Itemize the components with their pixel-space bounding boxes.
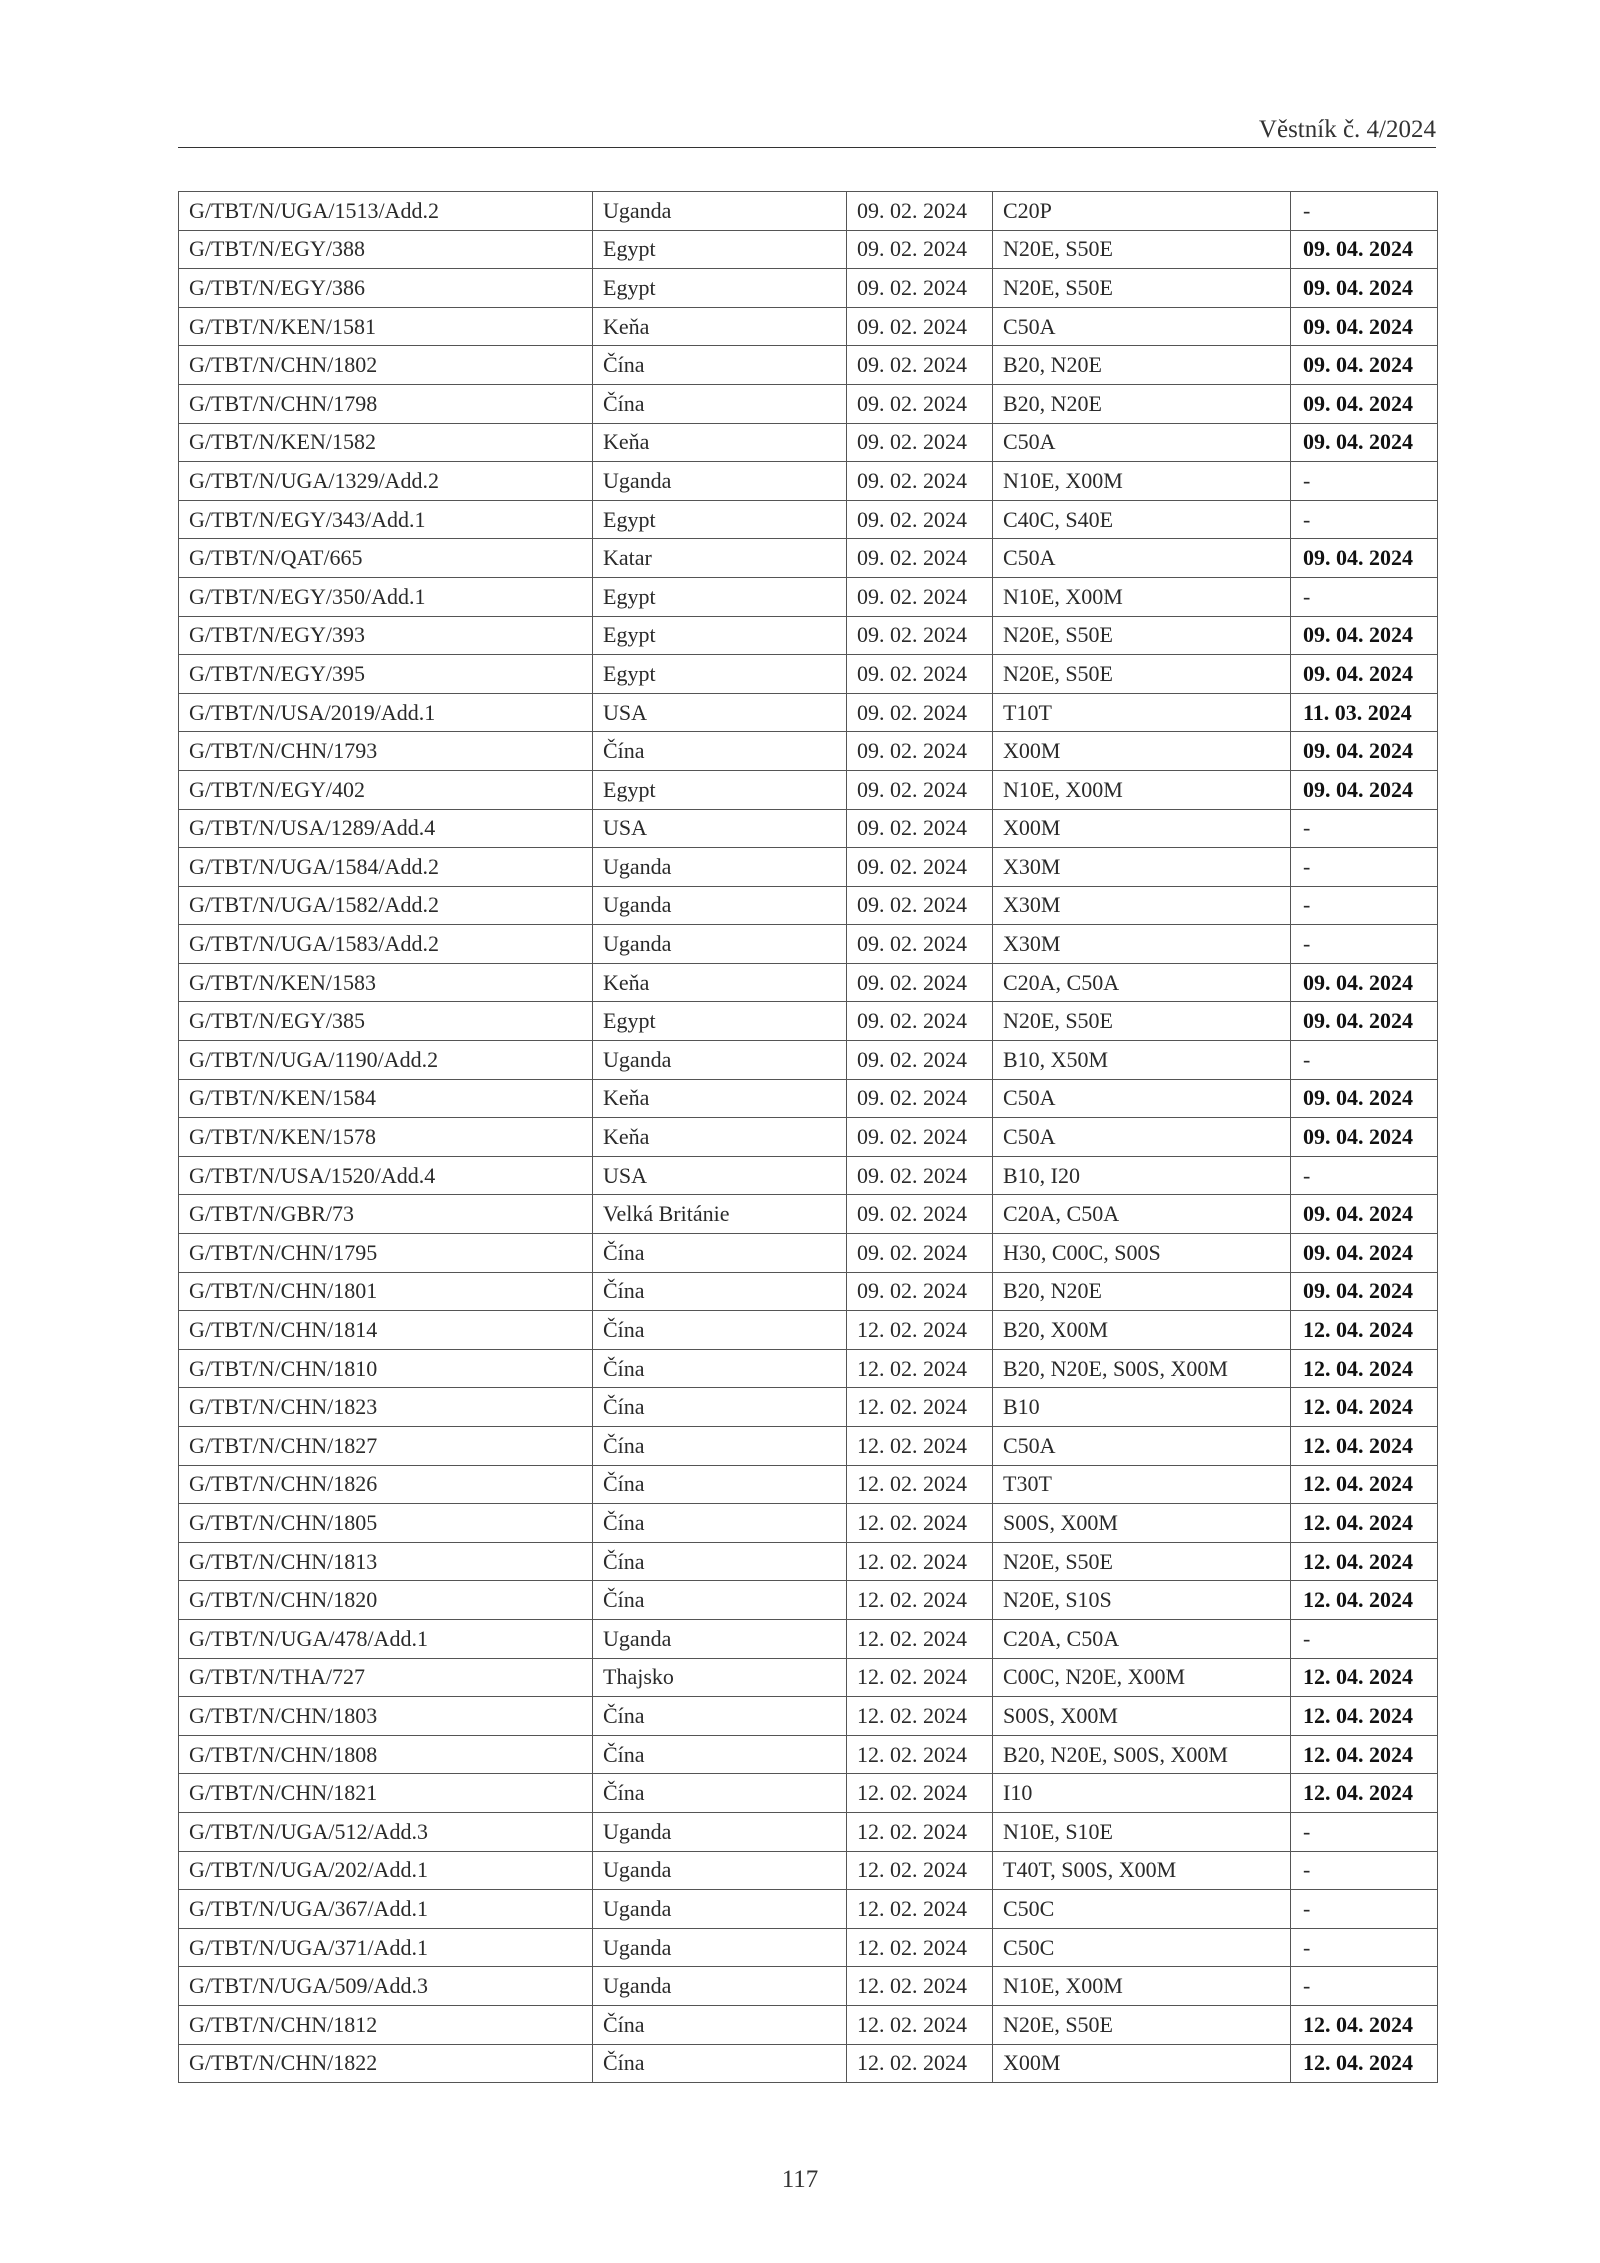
country-cell: Keňa [593, 423, 847, 462]
country-cell: USA [593, 1156, 847, 1195]
notification-code-cell: G/TBT/N/CHN/1821 [179, 1774, 593, 1813]
date-cell: 09. 02. 2024 [847, 655, 993, 694]
date-cell: 09. 02. 2024 [847, 732, 993, 771]
deadline-cell: 09. 04. 2024 [1291, 269, 1438, 308]
classification-cell: N20E, S50E [993, 230, 1291, 269]
country-cell: Uganda [593, 1812, 847, 1851]
date-cell: 12. 02. 2024 [847, 1890, 993, 1929]
country-cell: Egypt [593, 655, 847, 694]
classification-cell: T40T, S00S, X00M [993, 1851, 1291, 1890]
deadline-cell: 12. 04. 2024 [1291, 1427, 1438, 1466]
notification-code-cell: G/TBT/N/CHN/1798 [179, 384, 593, 423]
deadline-cell: - [1291, 809, 1438, 848]
date-cell: 12. 02. 2024 [847, 1851, 993, 1890]
table-row [179, 1427, 1438, 1466]
date-cell: 12. 02. 2024 [847, 2044, 993, 2083]
notification-code-cell: G/TBT/N/USA/2019/Add.1 [179, 693, 593, 732]
classification-cell: N10E, X00M [993, 1967, 1291, 2006]
country-cell: Čína [593, 1427, 847, 1466]
date-cell: 12. 02. 2024 [847, 1735, 993, 1774]
country-cell: Egypt [593, 269, 847, 308]
table-row [179, 770, 1438, 809]
date-cell: 09. 02. 2024 [847, 192, 993, 231]
deadline-cell: 12. 04. 2024 [1291, 1542, 1438, 1581]
table-row [179, 1118, 1438, 1157]
date-cell: 09. 02. 2024 [847, 963, 993, 1002]
classification-cell: N10E, S10E [993, 1812, 1291, 1851]
notification-code-cell: G/TBT/N/THA/727 [179, 1658, 593, 1697]
date-cell: 12. 02. 2024 [847, 1619, 993, 1658]
date-cell: 09. 02. 2024 [847, 886, 993, 925]
deadline-cell: 09. 04. 2024 [1291, 1272, 1438, 1311]
deadline-cell: 12. 04. 2024 [1291, 2005, 1438, 2044]
country-cell: Uganda [593, 1619, 847, 1658]
classification-cell: T30T [993, 1465, 1291, 1504]
classification-cell: H30, C00C, S00S [993, 1234, 1291, 1273]
deadline-cell: - [1291, 1812, 1438, 1851]
country-cell: Keňa [593, 1118, 847, 1157]
date-cell: 12. 02. 2024 [847, 1967, 993, 2006]
date-cell: 12. 02. 2024 [847, 1311, 993, 1350]
notification-code-cell: G/TBT/N/CHN/1827 [179, 1427, 593, 1466]
notification-code-cell: G/TBT/N/EGY/385 [179, 1002, 593, 1041]
notification-code-cell: G/TBT/N/CHN/1814 [179, 1311, 593, 1350]
classification-cell: N20E, S50E [993, 269, 1291, 308]
classification-cell: C20A, C50A [993, 1195, 1291, 1234]
date-cell: 09. 02. 2024 [847, 1118, 993, 1157]
deadline-cell: 12. 04. 2024 [1291, 1349, 1438, 1388]
table-row [179, 1735, 1438, 1774]
table-row [179, 1967, 1438, 2006]
deadline-cell: 12. 04. 2024 [1291, 1735, 1438, 1774]
deadline-cell: - [1291, 1041, 1438, 1080]
date-cell: 09. 02. 2024 [847, 1234, 993, 1273]
country-cell: Čína [593, 2044, 847, 2083]
notification-code-cell: G/TBT/N/EGY/343/Add.1 [179, 500, 593, 539]
table-row [179, 346, 1438, 385]
table-row [179, 1581, 1438, 1620]
country-cell: USA [593, 693, 847, 732]
table-row [179, 1504, 1438, 1543]
country-cell: Čína [593, 1581, 847, 1620]
date-cell: 09. 02. 2024 [847, 1272, 993, 1311]
classification-cell: N10E, X00M [993, 770, 1291, 809]
date-cell: 12. 02. 2024 [847, 1928, 993, 1967]
date-cell: 12. 02. 2024 [847, 1697, 993, 1736]
date-cell: 12. 02. 2024 [847, 1427, 993, 1466]
notification-code-cell: G/TBT/N/UGA/1190/Add.2 [179, 1041, 593, 1080]
country-cell: Keňa [593, 963, 847, 1002]
page-header: Věstník č. 4/2024 [178, 112, 1436, 148]
table-row [179, 1542, 1438, 1581]
notification-code-cell: G/TBT/N/KEN/1584 [179, 1079, 593, 1118]
table-row [179, 2044, 1438, 2083]
notification-code-cell: G/TBT/N/CHN/1812 [179, 2005, 593, 2044]
deadline-cell: 09. 04. 2024 [1291, 1234, 1438, 1273]
deadline-cell: - [1291, 192, 1438, 231]
classification-cell: B10, X50M [993, 1041, 1291, 1080]
classification-cell: C50A [993, 307, 1291, 346]
notification-code-cell: G/TBT/N/UGA/1584/Add.2 [179, 848, 593, 887]
date-cell: 09. 02. 2024 [847, 925, 993, 964]
notification-code-cell: G/TBT/N/KEN/1583 [179, 963, 593, 1002]
table-row [179, 693, 1438, 732]
country-cell: Uganda [593, 1967, 847, 2006]
classification-cell: C40C, S40E [993, 500, 1291, 539]
date-cell: 12. 02. 2024 [847, 2005, 993, 2044]
deadline-cell: 09. 04. 2024 [1291, 1195, 1438, 1234]
notification-code-cell: G/TBT/N/CHN/1826 [179, 1465, 593, 1504]
notification-code-cell: G/TBT/N/UGA/202/Add.1 [179, 1851, 593, 1890]
deadline-cell: 12. 04. 2024 [1291, 1774, 1438, 1813]
date-cell: 09. 02. 2024 [847, 346, 993, 385]
country-cell: Čína [593, 1774, 847, 1813]
date-cell: 12. 02. 2024 [847, 1388, 993, 1427]
table-row [179, 307, 1438, 346]
notification-code-cell: G/TBT/N/CHN/1808 [179, 1735, 593, 1774]
table-row [179, 423, 1438, 462]
country-cell: Uganda [593, 848, 847, 887]
country-cell: Uganda [593, 925, 847, 964]
classification-cell: X00M [993, 732, 1291, 771]
classification-cell: N20E, S50E [993, 655, 1291, 694]
table-row [179, 1156, 1438, 1195]
notification-code-cell: G/TBT/N/CHN/1793 [179, 732, 593, 771]
notification-code-cell: G/TBT/N/USA/1289/Add.4 [179, 809, 593, 848]
classification-cell: I10 [993, 1774, 1291, 1813]
country-cell: Čína [593, 384, 847, 423]
table-row [179, 809, 1438, 848]
table-row [179, 192, 1438, 231]
date-cell: 12. 02. 2024 [847, 1349, 993, 1388]
date-cell: 09. 02. 2024 [847, 1079, 993, 1118]
classification-cell: X00M [993, 809, 1291, 848]
classification-cell: N10E, X00M [993, 462, 1291, 501]
country-cell: Uganda [593, 1928, 847, 1967]
table-row [179, 2005, 1438, 2044]
classification-cell: N20E, S10S [993, 1581, 1291, 1620]
country-cell: Velká Británie [593, 1195, 847, 1234]
deadline-cell: - [1291, 577, 1438, 616]
classification-cell: B20, X00M [993, 1311, 1291, 1350]
notification-code-cell: G/TBT/N/CHN/1813 [179, 1542, 593, 1581]
classification-cell: C50C [993, 1890, 1291, 1929]
deadline-cell: - [1291, 886, 1438, 925]
date-cell: 09. 02. 2024 [847, 770, 993, 809]
deadline-cell: 09. 04. 2024 [1291, 732, 1438, 771]
table-row [179, 1658, 1438, 1697]
notification-code-cell: G/TBT/N/GBR/73 [179, 1195, 593, 1234]
notification-code-cell: G/TBT/N/CHN/1795 [179, 1234, 593, 1273]
classification-cell: S00S, X00M [993, 1697, 1291, 1736]
deadline-cell: - [1291, 462, 1438, 501]
table-row [179, 1465, 1438, 1504]
country-cell: Egypt [593, 577, 847, 616]
date-cell: 12. 02. 2024 [847, 1812, 993, 1851]
deadline-cell: 12. 04. 2024 [1291, 1311, 1438, 1350]
classification-cell: C50A [993, 423, 1291, 462]
table-row [179, 230, 1438, 269]
notification-code-cell: G/TBT/N/CHN/1823 [179, 1388, 593, 1427]
classification-cell: C20P [993, 192, 1291, 231]
table-row [179, 462, 1438, 501]
table-row [179, 1928, 1438, 1967]
country-cell: Egypt [593, 770, 847, 809]
table-row [179, 1388, 1438, 1427]
country-cell: Uganda [593, 192, 847, 231]
notification-code-cell: G/TBT/N/UGA/509/Add.3 [179, 1967, 593, 2006]
deadline-cell: 11. 03. 2024 [1291, 693, 1438, 732]
date-cell: 12. 02. 2024 [847, 1465, 993, 1504]
notification-code-cell: G/TBT/N/UGA/367/Add.1 [179, 1890, 593, 1929]
notification-code-cell: G/TBT/N/USA/1520/Add.4 [179, 1156, 593, 1195]
date-cell: 09. 02. 2024 [847, 616, 993, 655]
deadline-cell: 12. 04. 2024 [1291, 2044, 1438, 2083]
country-cell: Čína [593, 1349, 847, 1388]
deadline-cell: - [1291, 1156, 1438, 1195]
date-cell: 09. 02. 2024 [847, 1002, 993, 1041]
deadline-cell: 09. 04. 2024 [1291, 655, 1438, 694]
table-row [179, 1079, 1438, 1118]
table-row [179, 732, 1438, 771]
table-row [179, 577, 1438, 616]
country-cell: USA [593, 809, 847, 848]
classification-cell: X30M [993, 886, 1291, 925]
deadline-cell: 09. 04. 2024 [1291, 384, 1438, 423]
deadline-cell: 12. 04. 2024 [1291, 1581, 1438, 1620]
country-cell: Egypt [593, 1002, 847, 1041]
classification-cell: S00S, X00M [993, 1504, 1291, 1543]
classification-cell: C50A [993, 539, 1291, 578]
deadline-cell: 09. 04. 2024 [1291, 539, 1438, 578]
deadline-cell: 09. 04. 2024 [1291, 307, 1438, 346]
date-cell: 09. 02. 2024 [847, 269, 993, 308]
country-cell: Egypt [593, 616, 847, 655]
date-cell: 12. 02. 2024 [847, 1658, 993, 1697]
classification-cell: N20E, S50E [993, 1542, 1291, 1581]
table-row [179, 1234, 1438, 1273]
deadline-cell: - [1291, 1928, 1438, 1967]
country-cell: Egypt [593, 500, 847, 539]
date-cell: 09. 02. 2024 [847, 384, 993, 423]
deadline-cell: 09. 04. 2024 [1291, 1118, 1438, 1157]
date-cell: 09. 02. 2024 [847, 307, 993, 346]
date-cell: 09. 02. 2024 [847, 693, 993, 732]
table-row [179, 1041, 1438, 1080]
table-row [179, 1812, 1438, 1851]
notification-table-body [179, 192, 1438, 2083]
classification-cell: N20E, S50E [993, 2005, 1291, 2044]
date-cell: 09. 02. 2024 [847, 500, 993, 539]
notification-code-cell: G/TBT/N/CHN/1802 [179, 346, 593, 385]
classification-cell: B20, N20E, S00S, X00M [993, 1735, 1291, 1774]
deadline-cell: 09. 04. 2024 [1291, 963, 1438, 1002]
country-cell: Uganda [593, 1041, 847, 1080]
classification-cell: C20A, C50A [993, 1619, 1291, 1658]
date-cell: 12. 02. 2024 [847, 1504, 993, 1543]
notification-code-cell: G/TBT/N/UGA/512/Add.3 [179, 1812, 593, 1851]
country-cell: Čína [593, 2005, 847, 2044]
country-cell: Čína [593, 1735, 847, 1774]
deadline-cell: 12. 04. 2024 [1291, 1465, 1438, 1504]
table-row [179, 1774, 1438, 1813]
classification-cell: C50A [993, 1079, 1291, 1118]
notification-code-cell: G/TBT/N/CHN/1810 [179, 1349, 593, 1388]
country-cell: Uganda [593, 1890, 847, 1929]
classification-cell: B20, N20E [993, 346, 1291, 385]
date-cell: 12. 02. 2024 [847, 1542, 993, 1581]
notification-code-cell: G/TBT/N/CHN/1822 [179, 2044, 593, 2083]
notification-code-cell: G/TBT/N/EGY/386 [179, 269, 593, 308]
notification-code-cell: G/TBT/N/CHN/1803 [179, 1697, 593, 1736]
classification-cell: B10, I20 [993, 1156, 1291, 1195]
deadline-cell: 09. 04. 2024 [1291, 230, 1438, 269]
classification-cell: C00C, N20E, X00M [993, 1658, 1291, 1697]
country-cell: Keňa [593, 1079, 847, 1118]
notification-code-cell: G/TBT/N/KEN/1582 [179, 423, 593, 462]
table-row [179, 848, 1438, 887]
notification-code-cell: G/TBT/N/UGA/1513/Add.2 [179, 192, 593, 231]
table-row [179, 1619, 1438, 1658]
table-row [179, 1890, 1438, 1929]
deadline-cell: - [1291, 500, 1438, 539]
country-cell: Čína [593, 732, 847, 771]
notification-code-cell: G/TBT/N/UGA/1583/Add.2 [179, 925, 593, 964]
classification-cell: X30M [993, 925, 1291, 964]
country-cell: Čína [593, 1504, 847, 1543]
table-row [179, 500, 1438, 539]
classification-cell: B20, N20E, S00S, X00M [993, 1349, 1291, 1388]
notification-code-cell: G/TBT/N/KEN/1578 [179, 1118, 593, 1157]
table-row [179, 1195, 1438, 1234]
country-cell: Čína [593, 1272, 847, 1311]
deadline-cell: 09. 04. 2024 [1291, 346, 1438, 385]
table-row [179, 269, 1438, 308]
notification-code-cell: G/TBT/N/EGY/395 [179, 655, 593, 694]
deadline-cell: 12. 04. 2024 [1291, 1658, 1438, 1697]
date-cell: 09. 02. 2024 [847, 1156, 993, 1195]
deadline-cell: 09. 04. 2024 [1291, 1002, 1438, 1041]
table-row [179, 1697, 1438, 1736]
table-row [179, 1851, 1438, 1890]
notification-code-cell: G/TBT/N/EGY/350/Add.1 [179, 577, 593, 616]
date-cell: 09. 02. 2024 [847, 809, 993, 848]
table-row [179, 655, 1438, 694]
deadline-cell: - [1291, 1967, 1438, 2006]
date-cell: 09. 02. 2024 [847, 577, 993, 616]
table-row [179, 886, 1438, 925]
deadline-cell: 12. 04. 2024 [1291, 1388, 1438, 1427]
country-cell: Keňa [593, 307, 847, 346]
date-cell: 09. 02. 2024 [847, 423, 993, 462]
classification-cell: C50A [993, 1427, 1291, 1466]
classification-cell: N10E, X00M [993, 577, 1291, 616]
classification-cell: C50C [993, 1928, 1291, 1967]
date-cell: 09. 02. 2024 [847, 230, 993, 269]
deadline-cell: 09. 04. 2024 [1291, 770, 1438, 809]
country-cell: Uganda [593, 1851, 847, 1890]
table-row [179, 384, 1438, 423]
date-cell: 12. 02. 2024 [847, 1581, 993, 1620]
country-cell: Egypt [593, 230, 847, 269]
country-cell: Čína [593, 1388, 847, 1427]
classification-cell: N20E, S50E [993, 1002, 1291, 1041]
date-cell: 09. 02. 2024 [847, 1041, 993, 1080]
country-cell: Katar [593, 539, 847, 578]
notification-code-cell: G/TBT/N/CHN/1801 [179, 1272, 593, 1311]
classification-cell: C50A [993, 1118, 1291, 1157]
deadline-cell: - [1291, 1890, 1438, 1929]
country-cell: Čína [593, 1542, 847, 1581]
classification-cell: X00M [993, 2044, 1291, 2083]
classification-cell: N20E, S50E [993, 616, 1291, 655]
classification-cell: X30M [993, 848, 1291, 887]
date-cell: 09. 02. 2024 [847, 539, 993, 578]
notification-code-cell: G/TBT/N/EGY/402 [179, 770, 593, 809]
country-cell: Čína [593, 1697, 847, 1736]
notification-code-cell: G/TBT/N/UGA/1329/Add.2 [179, 462, 593, 501]
table-row [179, 1002, 1438, 1041]
table-row [179, 963, 1438, 1002]
notification-code-cell: G/TBT/N/CHN/1805 [179, 1504, 593, 1543]
deadline-cell: 09. 04. 2024 [1291, 616, 1438, 655]
country-cell: Thajsko [593, 1658, 847, 1697]
table-row [179, 539, 1438, 578]
page-number: 117 [781, 2166, 819, 2193]
deadline-cell: 12. 04. 2024 [1291, 1504, 1438, 1543]
notification-code-cell: G/TBT/N/KEN/1581 [179, 307, 593, 346]
country-cell: Čína [593, 346, 847, 385]
date-cell: 12. 02. 2024 [847, 1774, 993, 1813]
classification-cell: C20A, C50A [993, 963, 1291, 1002]
notification-code-cell: G/TBT/N/UGA/1582/Add.2 [179, 886, 593, 925]
country-cell: Čína [593, 1311, 847, 1350]
country-cell: Čína [593, 1465, 847, 1504]
deadline-cell: 12. 04. 2024 [1291, 1697, 1438, 1736]
country-cell: Uganda [593, 462, 847, 501]
notification-code-cell: G/TBT/N/UGA/478/Add.1 [179, 1619, 593, 1658]
notification-code-cell: G/TBT/N/EGY/393 [179, 616, 593, 655]
deadline-cell: 09. 04. 2024 [1291, 1079, 1438, 1118]
country-cell: Uganda [593, 886, 847, 925]
classification-cell: T10T [993, 693, 1291, 732]
date-cell: 09. 02. 2024 [847, 848, 993, 887]
deadline-cell: - [1291, 925, 1438, 964]
table-row [179, 1311, 1438, 1350]
date-cell: 09. 02. 2024 [847, 462, 993, 501]
country-cell: Čína [593, 1234, 847, 1273]
table-row [179, 925, 1438, 964]
classification-cell: B20, N20E [993, 384, 1291, 423]
notification-table [178, 191, 1438, 2083]
table-row [179, 1272, 1438, 1311]
notification-code-cell: G/TBT/N/UGA/371/Add.1 [179, 1928, 593, 1967]
date-cell: 09. 02. 2024 [847, 1195, 993, 1234]
table-row [179, 616, 1438, 655]
deadline-cell: - [1291, 1619, 1438, 1658]
deadline-cell: - [1291, 848, 1438, 887]
classification-cell: B20, N20E [993, 1272, 1291, 1311]
notification-code-cell: G/TBT/N/QAT/665 [179, 539, 593, 578]
notification-code-cell: G/TBT/N/CHN/1820 [179, 1581, 593, 1620]
notification-code-cell: G/TBT/N/EGY/388 [179, 230, 593, 269]
deadline-cell: - [1291, 1851, 1438, 1890]
table-row [179, 1349, 1438, 1388]
deadline-cell: 09. 04. 2024 [1291, 423, 1438, 462]
classification-cell: B10 [993, 1388, 1291, 1427]
